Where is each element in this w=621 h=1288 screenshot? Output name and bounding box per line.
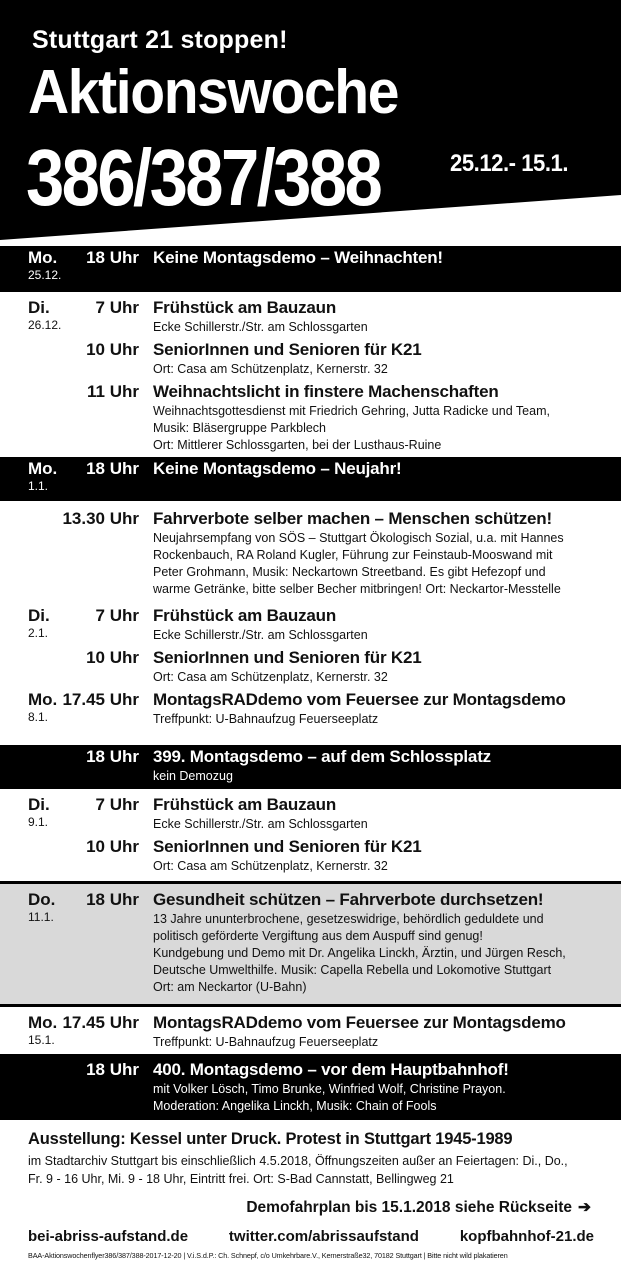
- event-day: Mo.: [28, 1013, 58, 1032]
- schedule-block: [0, 1054, 621, 1120]
- event-time: 11 Uhr: [87, 382, 139, 401]
- exhibition-info-line-1: im Stadtarchiv Stuttgart bis einschließlich 4.5.2018, Öffnungszeiten außer an Feiertagen: Di., Do.,: [28, 1154, 568, 1168]
- event-description-line: Neujahrsempfang von SÖS – Stuttgart Ökologisch Sozial, u.a. mit Hannes: [153, 531, 564, 545]
- event-title: Keine Montagsdemo – Neujahr!: [153, 459, 402, 478]
- event-title: SeniorInnen und Senioren für K21: [153, 837, 422, 856]
- schedule-block: [0, 745, 621, 789]
- event-description-line: Moderation: Angelika Linckh, Musik: Chain of Fools: [153, 1099, 437, 1113]
- schedule-block: [0, 246, 621, 292]
- header-subtitle: Stuttgart 21 stoppen!: [32, 26, 288, 54]
- event-date: 11.1.: [28, 910, 54, 924]
- event-description: [153, 361, 603, 378]
- schedule-block: [0, 789, 621, 881]
- event-description-line: Rockenbauch, RA Roland Kugler, Führung zur Feinstaub-Mooswand mit: [153, 548, 553, 562]
- event-date: 26.12.: [28, 318, 62, 332]
- event-description-line: Musik: Bläsergruppe Parkblech: [153, 421, 326, 435]
- event-time: 18 Uhr: [86, 1060, 139, 1079]
- event-description: [153, 911, 603, 996]
- event-description: [153, 530, 603, 598]
- event-time: 18 Uhr: [86, 459, 139, 478]
- event-description: [153, 768, 603, 785]
- event-description-line: Ort: Casa am Schützenplatz, Kernerstr. 32: [153, 859, 388, 873]
- event-title: Frühstück am Bauzaun: [153, 606, 337, 625]
- event-description-line: Peter Grohmann, Musik: Neckartown Streetband. Es gibt Hefezopf und: [153, 565, 546, 579]
- link-twitter[interactable]: twitter.com/abrissaufstand: [228, 1228, 419, 1245]
- event-description-line: kein Demozug: [153, 769, 233, 783]
- event-description-line: Ort: Mittlerer Schlossgarten, bei der Lusthaus-Ruine: [153, 438, 442, 452]
- event-description-line: warme Getränke, bitte selber Becher mitbringen! Ort: Neckartor-Messtelle: [153, 582, 561, 596]
- event-title: Fahrverbote selber machen – Menschen schützen!: [153, 509, 552, 528]
- event-description: [153, 319, 603, 336]
- event-description-line: Kundgebung und Demo mit Dr. Angelika Linckh, Ärztin, und Jürgen Resch,: [153, 946, 566, 960]
- event-time: 18 Uhr: [86, 747, 139, 766]
- schedule-block: [0, 884, 621, 1004]
- event-title: 400. Montagsdemo – vor dem Hauptbahnhof!: [153, 1060, 509, 1079]
- event-description: [153, 403, 603, 454]
- event-description: [153, 669, 603, 686]
- links-row: [28, 1228, 594, 1245]
- event-title: Keine Montagsdemo – Weihnachten!: [153, 248, 443, 267]
- event-description-line: Ecke Schillerstr./Str. am Schlossgarten: [153, 320, 368, 334]
- schedule-block: [0, 457, 621, 501]
- event-description: [153, 711, 603, 728]
- event-title: Frühstück am Bauzaun: [153, 298, 337, 317]
- header-title: Aktionswoche: [28, 58, 399, 127]
- event-description-line: mit Volker Lösch, Timo Brunke, Winfried Wolf, Christine Prayon.: [153, 1082, 506, 1096]
- event-title: SeniorInnen und Senioren für K21: [153, 340, 422, 359]
- event-title: Frühstück am Bauzaun: [153, 795, 337, 814]
- event-description: [153, 1034, 603, 1051]
- event-title: 399. Montagsdemo – auf dem Schlossplatz: [153, 747, 491, 766]
- event-day: Mo.: [28, 459, 58, 478]
- event-description-line: Treffpunkt: U-Bahnaufzug Feuerseeplatz: [153, 1035, 379, 1049]
- event-date: 25.12.: [28, 268, 62, 282]
- event-description-line: Ort: am Neckartor (U-Bahn): [153, 980, 307, 994]
- event-time: 18 Uhr: [86, 890, 139, 909]
- link-kopfbahnhof[interactable]: kopfbahnhof-21.de: [459, 1228, 594, 1245]
- event-date: 2.1.: [28, 626, 49, 640]
- event-description-line: politisch geförderte Vergiftung aus dem Auspuff sind genug!: [153, 929, 483, 943]
- demo-schedule-note: [246, 1198, 591, 1217]
- schedule-block: [0, 501, 621, 745]
- link-website[interactable]: bei-abriss-aufstand.de: [28, 1228, 189, 1245]
- event-description: [153, 816, 603, 833]
- event-description-line: Treffpunkt: U-Bahnaufzug Feuerseeplatz: [153, 712, 379, 726]
- event-description-line: Deutsche Umwelthilfe. Musik: Capella Rebella und Lokomotive Stuttgart: [153, 963, 552, 977]
- event-description-line: Ort: Casa am Schützenplatz, Kernerstr. 32: [153, 362, 388, 376]
- event-time: 7 Uhr: [95, 606, 139, 625]
- exhibition-info-line-2: Fr. 9 - 16 Uhr, Mi. 9 - 18 Uhr, Eintritt frei. Ort: S-Bad Cannstatt, Bellingweg 21: [28, 1172, 454, 1186]
- event-time: 13.30 Uhr: [62, 509, 139, 528]
- event-date: 9.1.: [28, 815, 49, 829]
- event-title: Weihnachtslicht in finstere Machenschaften: [153, 382, 499, 401]
- header-banner: [0, 0, 621, 240]
- arrow-right-icon: ➔: [578, 1199, 591, 1216]
- event-date: 15.1.: [28, 1033, 55, 1047]
- event-title: MontagsRADdemo vom Feuersee zur Montagsdemo: [153, 690, 566, 709]
- event-time: 10 Uhr: [86, 648, 139, 667]
- event-title: MontagsRADdemo vom Feuersee zur Montagsdemo: [153, 1013, 566, 1032]
- event-day: Mo.: [28, 690, 58, 709]
- event-description-line: 13 Jahre ununterbrochene, gesetzeswidrige, behördlich geduldete und: [153, 912, 544, 926]
- event-time: 7 Uhr: [95, 795, 139, 814]
- event-description: [153, 858, 603, 875]
- schedule: [0, 246, 621, 1120]
- footer: [0, 1118, 621, 1288]
- event-day: Di.: [28, 795, 50, 814]
- event-description-line: Ort: Casa am Schützenplatz, Kernerstr. 32: [153, 670, 388, 684]
- event-time: 7 Uhr: [95, 298, 139, 317]
- demo-schedule-note-text: Demofahrplan bis 15.1.2018 siehe Rückseite: [246, 1199, 572, 1216]
- event-title: Gesundheit schützen – Fahrverbote durchsetzen!: [153, 890, 544, 909]
- event-date: 1.1.: [28, 479, 49, 493]
- event-time: 17.45 Uhr: [62, 1013, 139, 1032]
- event-time: 10 Uhr: [86, 837, 139, 856]
- schedule-block: [0, 292, 621, 457]
- event-title: SeniorInnen und Senioren für K21: [153, 648, 422, 667]
- event-time: 18 Uhr: [86, 248, 139, 267]
- event-time: 10 Uhr: [86, 340, 139, 359]
- event-description: [153, 627, 603, 644]
- event-day: Di.: [28, 606, 50, 625]
- event-day: Mo.: [28, 248, 58, 267]
- event-description-line: Ecke Schillerstr./Str. am Schlossgarten: [153, 817, 368, 831]
- exhibition-title: Ausstellung: Kessel unter Druck. Protest in Stuttgart 1945-1989: [28, 1130, 513, 1148]
- event-day: Do.: [28, 890, 56, 909]
- event-description: [153, 1081, 603, 1115]
- event-date: 8.1.: [28, 710, 49, 724]
- event-day: Di.: [28, 298, 50, 317]
- header-date-range: 25.12.- 15.1.: [450, 150, 569, 177]
- imprint: BAA-Aktionswochenflyer386/387/388-2017-12-20 | V.i.S.d.P.: Ch. Schnepf, c/o Umkehrbare.V., Kernerstraße32, 70182 Stuttgart | Bitte nicht wild plakatieren: [28, 1251, 508, 1260]
- event-description-line: Ecke Schillerstr./Str. am Schlossgarten: [153, 628, 368, 642]
- event-time: 17.45 Uhr: [62, 690, 139, 709]
- schedule-block: [0, 1007, 621, 1054]
- event-description-line: Weihnachtsgottesdienst mit Friedrich Gehring, Jutta Radicke und Team,: [153, 404, 550, 418]
- header-numbers: 386/387/388: [26, 133, 381, 222]
